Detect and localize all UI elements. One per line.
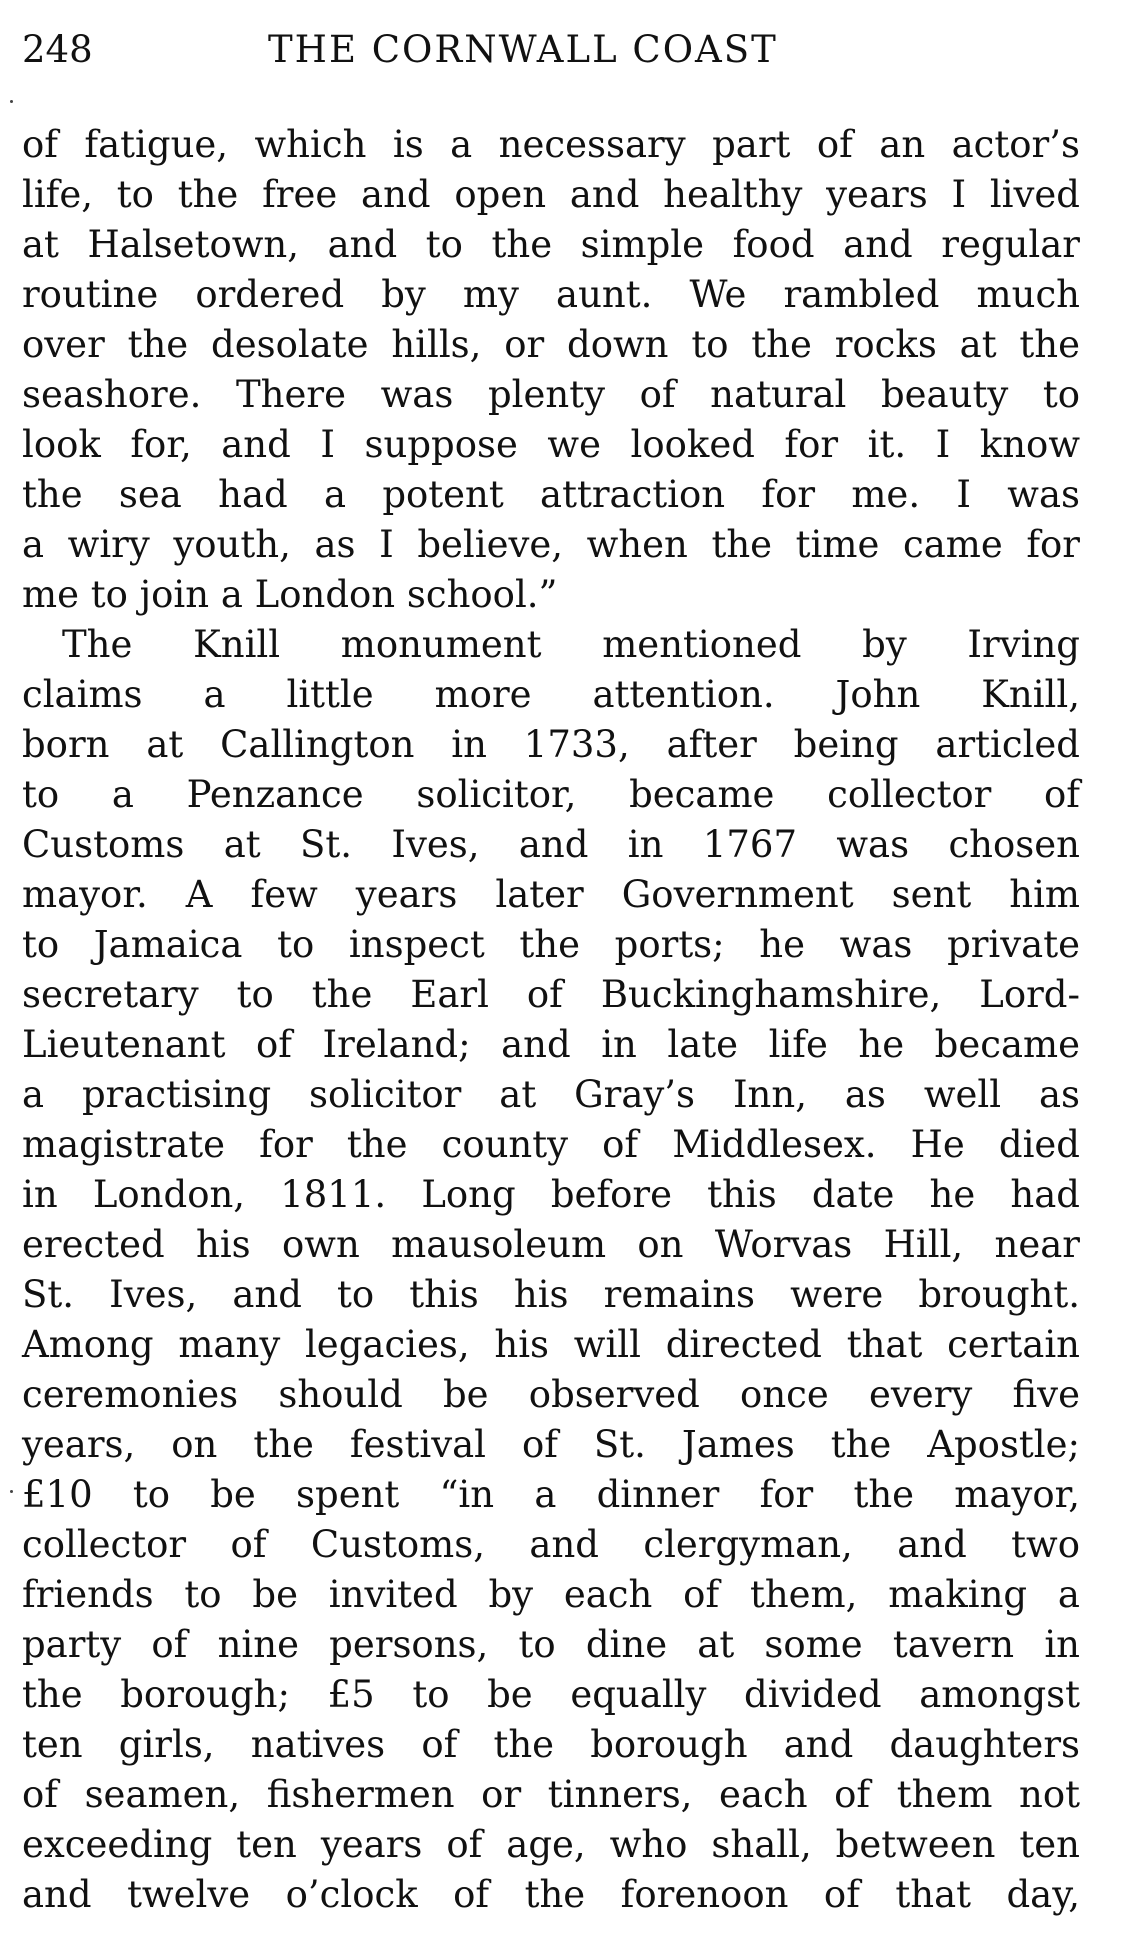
text-line: friends to be invited by each of them, making a: [22, 1573, 1080, 1616]
text-line: of fatigue, which is a necessary part of an actor’s: [22, 123, 1080, 166]
text-line: St. Ives, and to this his remains were brought.: [22, 1273, 1080, 1316]
paragraph-knill-monument: [22, 620, 1080, 1920]
text-line: in London, 1811. Long before this date he had: [22, 1173, 1080, 1216]
page-number: 248: [22, 28, 93, 71]
text-line: ten girls, natives of the borough and daughters: [22, 1723, 1080, 1766]
text-line: exceeding ten years of age, who shall, between ten: [22, 1823, 1080, 1866]
margin-mark: [10, 1490, 13, 1493]
page-header: [22, 22, 1077, 78]
text-line: Among many legacies, his will directed that certain: [22, 1323, 1080, 1366]
text-line: to Jamaica to inspect the ports; he was private: [22, 923, 1080, 966]
text-line: at Halsetown, and to the simple food and regular: [22, 223, 1080, 266]
text-line: collector of Customs, and clergyman, and two: [22, 1523, 1080, 1566]
text-line: erected his own mausoleum on Worvas Hill, near: [22, 1223, 1080, 1266]
text-line: the sea had a potent attraction for me. I was: [22, 473, 1080, 516]
margin-mark: [10, 100, 13, 103]
text-line: Customs at St. Ives, and in 1767 was chosen: [22, 823, 1080, 866]
text-line: life, to the free and open and healthy years I lived: [22, 173, 1080, 216]
text-line: Lieutenant of Ireland; and in late life he became: [22, 1023, 1080, 1066]
text-line: claims a little more attention. John Knill,: [22, 673, 1080, 716]
text-line: magistrate for the county of Middlesex. He died: [22, 1123, 1080, 1166]
text-line: to a Penzance solicitor, became collector of: [22, 773, 1080, 816]
text-line: years, on the festival of St. James the Apostle;: [22, 1423, 1080, 1466]
text-line: £10 to be spent “in a dinner for the mayor,: [22, 1473, 1080, 1516]
paragraph-continued: [22, 120, 1080, 620]
text-line: ceremonies should be observed once every five: [22, 1373, 1080, 1416]
running-title: THE CORNWALL COAST: [268, 28, 778, 71]
text-line: born at Callington in 1733, after being articled: [22, 723, 1080, 766]
text-line: party of nine persons, to dine at some tavern in: [22, 1623, 1080, 1666]
body-text: [22, 120, 1080, 1920]
text-line: and twelve o’clock of the forenoon of that day,: [22, 1873, 1080, 1916]
text-line: me to join a London school.”: [22, 573, 558, 616]
text-line: over the desolate hills, or down to the rocks at the: [22, 323, 1080, 366]
text-line: secretary to the Earl of Buckinghamshire, Lord-: [22, 973, 1080, 1016]
text-line: seashore. There was plenty of natural beauty to: [22, 373, 1080, 416]
text-line: The Knill monument mentioned by Irving: [62, 623, 1080, 666]
text-line: routine ordered by my aunt. We rambled much: [22, 273, 1080, 316]
text-line: of seamen, fishermen or tinners, each of them not: [22, 1773, 1080, 1816]
text-line: the borough; £5 to be equally divided amongst: [22, 1673, 1080, 1716]
text-line: a wiry youth, as I believe, when the time came for: [22, 523, 1080, 566]
text-line: a practising solicitor at Gray’s Inn, as well as: [22, 1073, 1080, 1116]
text-line: look for, and I suppose we looked for it. I know: [22, 423, 1080, 466]
text-line: mayor. A few years later Government sent him: [22, 873, 1080, 916]
